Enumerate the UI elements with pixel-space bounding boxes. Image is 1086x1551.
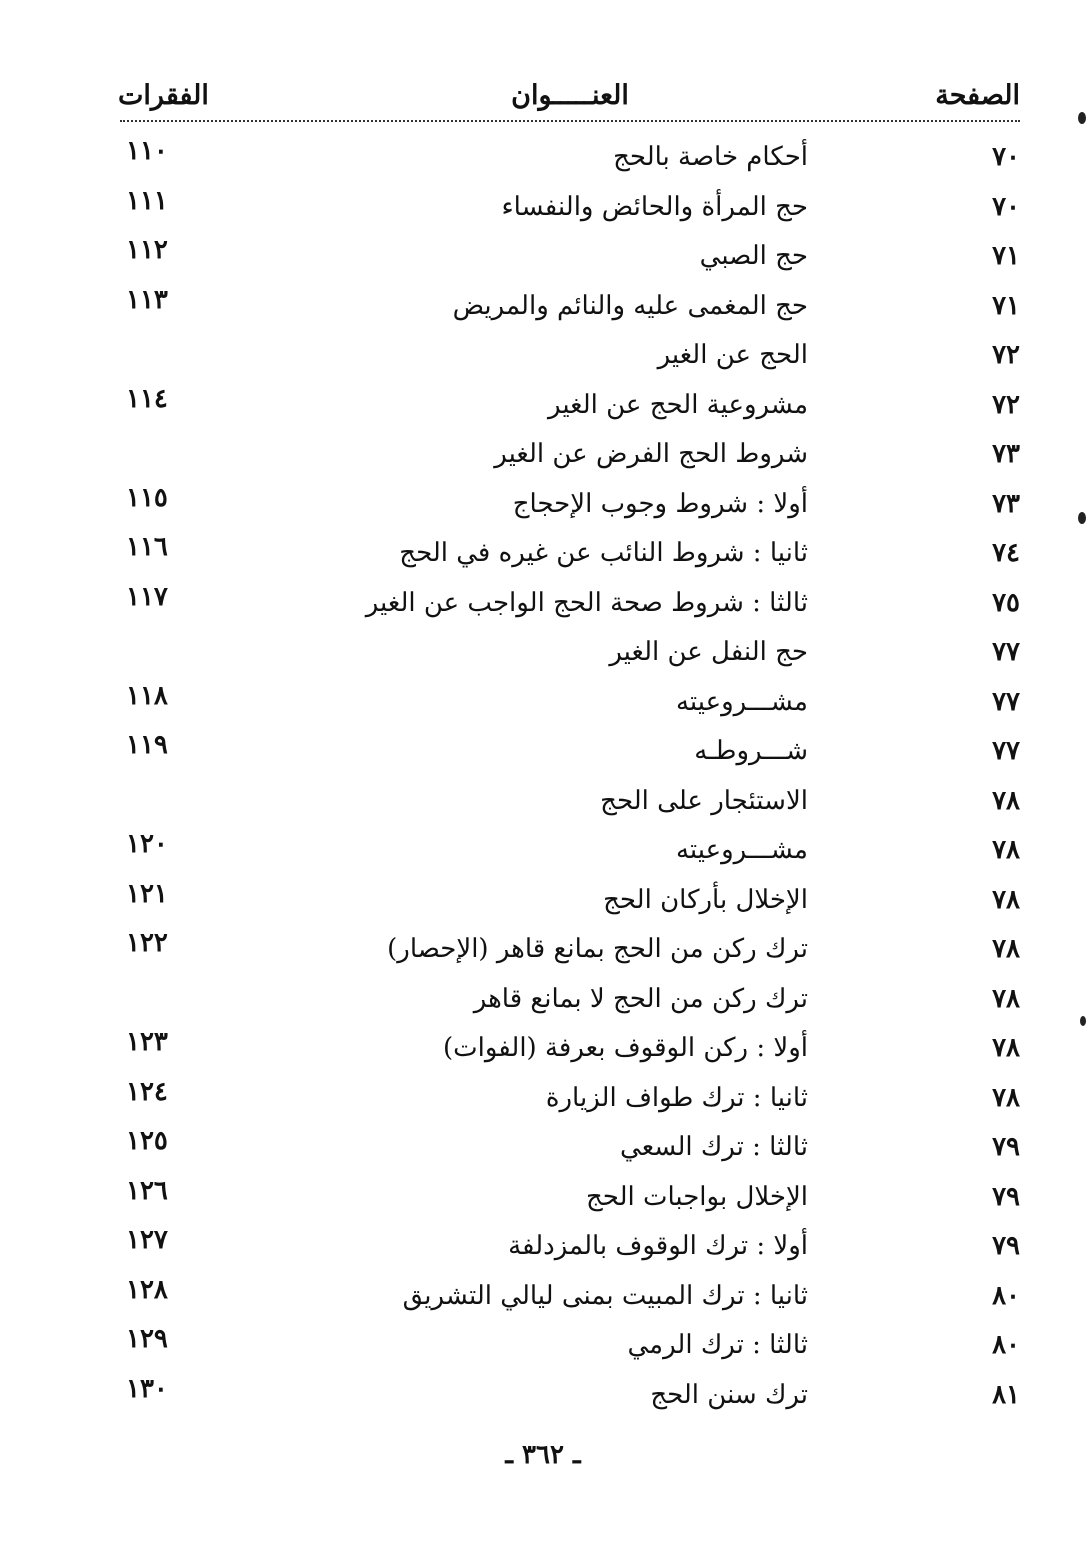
toc-page-number: ٧٨ (992, 1033, 1020, 1063)
toc-entry-title: الاستئجار على الحج (600, 785, 808, 816)
toc-page-number: ٧٩ (992, 1132, 1020, 1162)
toc-entry-title: ثانيا : ترك طواف الزيارة (545, 1082, 808, 1113)
toc-row (0, 1126, 1086, 1176)
toc-page-number: ٨١ (992, 1379, 1020, 1410)
toc-page-number: ٧٤ (992, 538, 1020, 568)
toc-page-number: ٧٠ (992, 191, 1020, 222)
toc-paragraph-number: ١١٩ (126, 730, 168, 760)
toc-row (0, 433, 1086, 483)
toc-entry-title: الإخلال بأركان الحج (603, 884, 808, 915)
toc-paragraph-number: ١١٣ (126, 284, 168, 315)
toc-page-number: ٧٨ (992, 983, 1020, 1014)
scan-speck (1078, 112, 1086, 124)
toc-row (0, 879, 1086, 929)
toc-page-number: ٧٢ (992, 389, 1020, 420)
toc-page-number: ٧٨ (992, 835, 1020, 865)
toc-row (0, 384, 1086, 434)
toc-paragraph-number: ١٢٨ (126, 1274, 168, 1305)
toc-row (0, 928, 1086, 978)
paragraphs-column-header: الفقرات (118, 80, 209, 111)
toc-page-number: ٨٠ (992, 1330, 1020, 1360)
toc-entry-title: حج الصبي (699, 241, 808, 271)
toc-page-number: ٧٧ (992, 686, 1020, 717)
toc-page-number: ٧٧ (992, 637, 1020, 667)
toc-entry-title: ترك ركن من الحج بمانع قاهر (الإحصار) (387, 934, 808, 964)
page-number: ـ ٣٦٢ ـ (505, 1440, 581, 1470)
toc-paragraph-number: ١١٧ (126, 581, 168, 612)
toc-page-number: ٧٨ (992, 1082, 1020, 1113)
toc-entry-title: شروط الحج الفرض عن الغير (494, 439, 808, 469)
toc-row (0, 1374, 1086, 1424)
toc-page-number: ٧٣ (992, 439, 1020, 469)
toc-paragraph-number: ١١٨ (126, 680, 168, 711)
toc-paragraph-number: ١٢٥ (126, 1126, 168, 1156)
scan-speck (1078, 512, 1086, 524)
toc-row (0, 631, 1086, 681)
toc-list (0, 136, 1086, 1423)
toc-row (0, 1324, 1086, 1374)
toc-page-number: ٧٨ (992, 884, 1020, 915)
toc-paragraph-number: ١٢٩ (126, 1324, 168, 1354)
toc-entry-title: حج المرأة والحائض والنفساء (501, 191, 808, 222)
toc-page-number: ٧٢ (992, 340, 1020, 370)
toc-page-number: ٧٧ (992, 736, 1020, 766)
toc-paragraph-number: ١٢٧ (126, 1225, 168, 1255)
toc-entry-title: ترك ركن من الحج لا بمانع قاهر (473, 983, 808, 1014)
toc-row (0, 285, 1086, 335)
toc-row (0, 780, 1086, 830)
toc-entry-title: أولا : ترك الوقوف بالمزدلفة (508, 1231, 808, 1261)
toc-paragraph-number: ١١٠ (126, 136, 168, 166)
toc-paragraph-number: ١١٢ (126, 235, 168, 265)
toc-page-number: ٧١ (992, 241, 1020, 271)
toc-entry-title: أولا : شروط وجوب الإحجاج (512, 488, 808, 519)
toc-paragraph-number: ١١٦ (126, 532, 168, 562)
toc-entry-title: شـــروطـه (694, 736, 808, 766)
toc-row (0, 1077, 1086, 1127)
toc-row (0, 681, 1086, 731)
toc-row (0, 1176, 1086, 1226)
toc-paragraph-number: ١٣٠ (126, 1373, 168, 1404)
toc-row (0, 136, 1086, 186)
toc-entry-title: حج النفل عن الغير (609, 637, 808, 667)
toc-paragraph-number: ١٢٠ (126, 829, 168, 859)
toc-row (0, 532, 1086, 582)
toc-row (0, 1027, 1086, 1077)
toc-entry-title: ثانيا : شروط النائب عن غيره في الحج (399, 538, 808, 568)
toc-paragraph-number: ١١٥ (126, 482, 168, 513)
toc-row (0, 829, 1086, 879)
toc-row (0, 582, 1086, 632)
toc-page-number: ٧٩ (992, 1231, 1020, 1261)
toc-paragraph-number: ١٢٦ (126, 1175, 168, 1206)
toc-page-number: ٧٨ (992, 785, 1020, 816)
toc-paragraph-number: ١٢٤ (126, 1076, 168, 1107)
toc-page-number: ٧٨ (992, 934, 1020, 964)
toc-paragraph-number: ١٢٣ (126, 1027, 168, 1057)
toc-paragraph-number: ١٢٢ (126, 928, 168, 958)
toc-page-number: ٧١ (992, 290, 1020, 321)
toc-row (0, 1225, 1086, 1275)
toc-entry-title: ترك سنن الحج (650, 1379, 808, 1410)
toc-page-number: ٧٠ (992, 142, 1020, 172)
scan-speck (1080, 1016, 1086, 1026)
toc-entry-title: ثالثا : شروط صحة الحج الواجب عن الغير (365, 587, 808, 618)
toc-row (0, 334, 1086, 384)
toc-row (0, 483, 1086, 533)
toc-entry-title: الحج عن الغير (657, 340, 808, 370)
title-column-header: العنـــــوان (511, 80, 629, 111)
toc-paragraph-number: ١٢١ (126, 878, 168, 909)
toc-row (0, 1275, 1086, 1325)
page-column-header: الصفحة (935, 80, 1020, 111)
toc-row (0, 235, 1086, 285)
toc-paragraph-number: ١١٤ (126, 383, 168, 414)
header-divider (120, 120, 1020, 122)
toc-page-number: ٧٣ (992, 488, 1020, 519)
toc-paragraph-number: ١١١ (126, 185, 168, 216)
toc-entry-title: أحكام خاصة بالحج (613, 142, 808, 172)
toc-page-number: ٨٠ (992, 1280, 1020, 1311)
toc-entry-title: مشـــروعيته (675, 835, 808, 865)
toc-page-number: ٧٩ (992, 1181, 1020, 1212)
toc-row (0, 978, 1086, 1028)
toc-entry-title: ثالثا : ترك السعي (620, 1132, 808, 1162)
toc-entry-title: ثانيا : ترك المبيت بمنى ليالي التشريق (402, 1280, 808, 1311)
toc-page-number: ٧٥ (992, 587, 1020, 618)
toc-entry-title: ثالثا : ترك الرمي (627, 1330, 808, 1360)
toc-entry-title: الإخلال بواجبات الحج (586, 1181, 808, 1212)
toc-row (0, 186, 1086, 236)
toc-entry-title: مشـــروعيته (675, 686, 808, 717)
toc-entry-title: حج المغمى عليه والنائم والمريض (452, 290, 808, 321)
toc-row (0, 730, 1086, 780)
toc-entry-title: مشروعية الحج عن الغير (547, 389, 808, 420)
toc-entry-title: أولا : ركن الوقوف بعرفة (الفوات) (442, 1033, 808, 1063)
